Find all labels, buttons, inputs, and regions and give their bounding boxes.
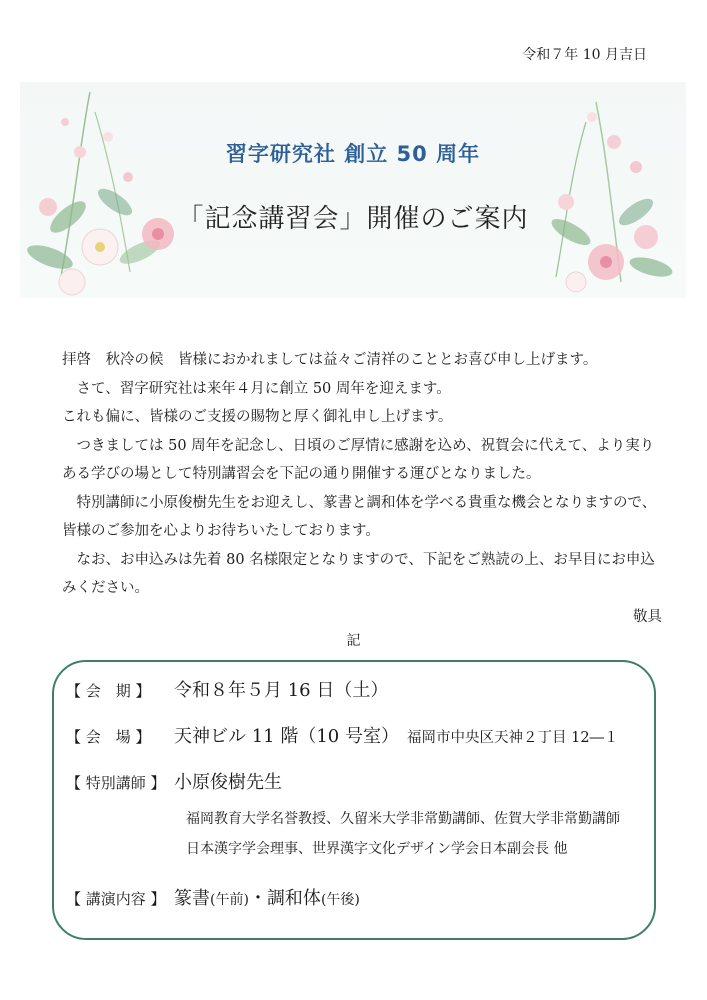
content-b: 調和体 [266,888,321,909]
issue-date: 令和７年 10 月吉日 [522,47,647,63]
venue-address: 福岡市中央区天神２丁目 12―１ [406,730,619,746]
letter-paragraph: つきましては 50 周年を記念し、日頃のご厚情に感謝を込め、祝賀会に代えて、より実りある学びの場として特別講習会を下記の通り開催する運びとなりました。 [62,437,655,482]
letter-closing: 敬具 [633,608,662,625]
letter-paragraph: なお、お申込みは先着 80 名様限定となりますので、下記をご熟読の上、お早目にお申込みください。 [62,551,655,596]
lecturer-row [66,768,282,794]
period-label: 【 会 期 】 [66,682,151,700]
letter-greeting: 拝啓 秋冷の候 皆様におかれましては益々ご清祥のこととお喜び申し上げます。 [62,352,598,368]
lecturer-value: 小原俊樹先生 [174,772,282,793]
venue-label: 【 会 場 】 [66,728,151,746]
content-row [66,884,360,910]
event-details-box [52,660,656,940]
letter-paragraph: 特別講師に小原俊樹先生をお迎えし、篆書と調和体を学べる貴重な機会となりますので、皆様のご参加を心よりお待ちいたしております。 [62,494,657,539]
letter-paragraph: さて、習字研究社は来年４月に創立 50 周年を迎えます。 [76,380,451,397]
flower-illustration-right [526,82,686,298]
lecturer-note: 日本漢字学会理事、世界漢字文化デザイン学会日本副会長 他 [186,841,568,857]
lecturer-label: 【 特別講師 】 [66,774,166,792]
lecturer-note: 福岡教育大学名誉教授、久留米大学非常勤講師、佐賀大学非常勤講師 [186,811,620,827]
banner-heading: 「記念講習会」開催のご案内 [177,204,529,234]
flower-illustration-left [20,82,190,298]
content-separator: ・ [248,888,267,909]
venue-row [66,722,619,748]
content-b-time: (午後) [320,892,360,908]
content-a: 篆書 [174,888,210,909]
banner-title: 習字研究社 創立 50 周年 [225,142,481,166]
period-value: 令和８年５月 16 日（土） [174,680,389,701]
content-a-time: (午前) [210,892,249,908]
content-label: 【 講演内容 】 [66,890,166,908]
letter-body [62,346,662,631]
period-row [66,676,388,702]
header-banner [20,82,686,298]
letter-paragraph: これも偏に、皆様のご支援の賜物と厚く御礼申し上げます。 [62,409,453,425]
venue-value: 天神ビル 11 階（10 号室） [174,726,399,747]
details-heading: 記 [346,633,361,649]
